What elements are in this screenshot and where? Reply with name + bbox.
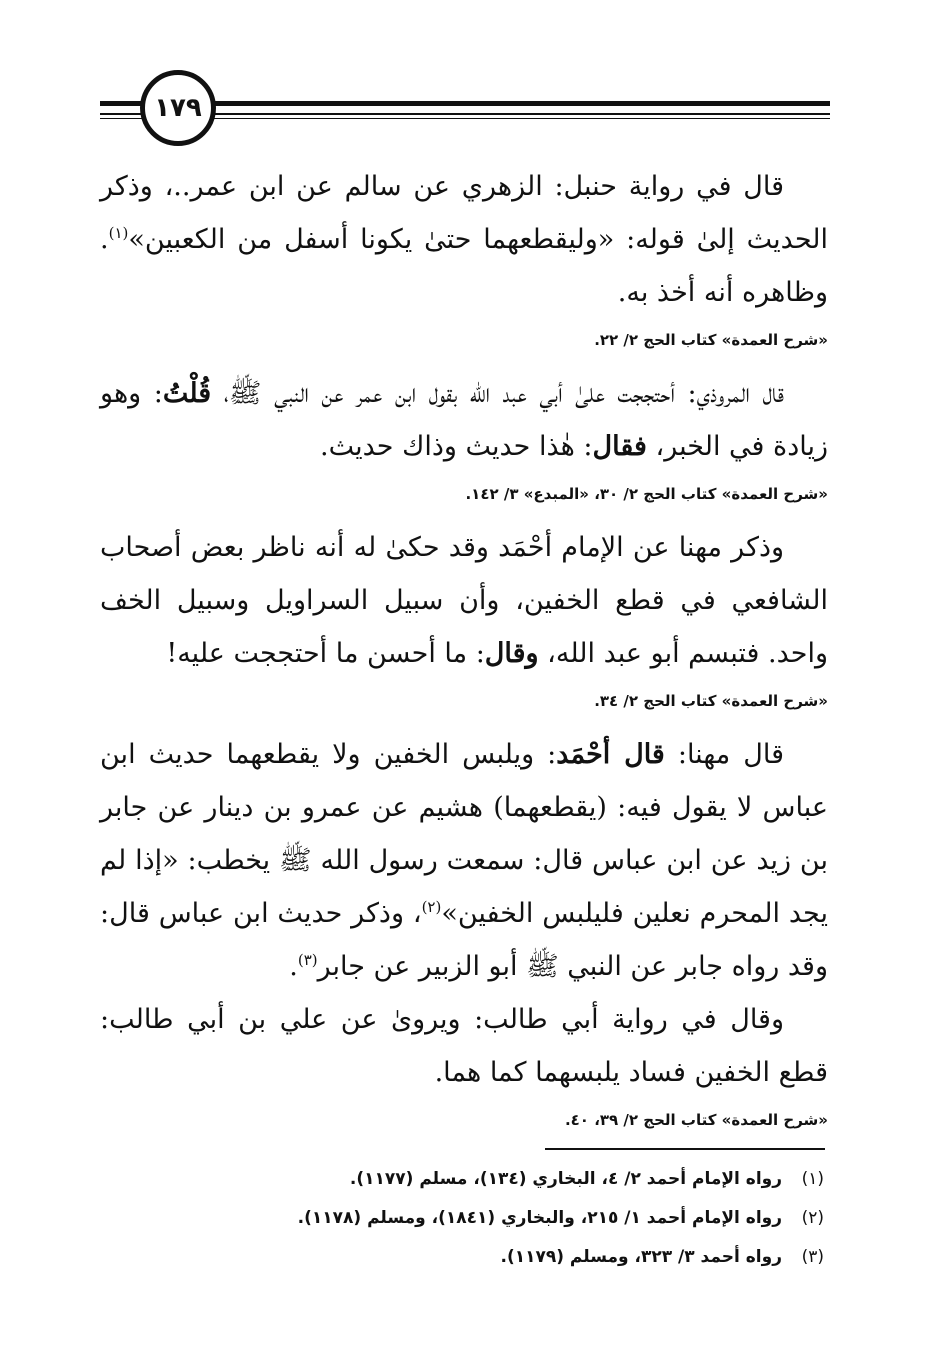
paragraph-2-c: : وهو زيادة في الخبر، — [100, 378, 828, 462]
main-text — [100, 160, 828, 1147]
footnote-text: رواه أحمد ٣/ ٣٢٣، ومسلم (١١٧٩). — [500, 1247, 782, 1267]
paragraph-2 — [100, 367, 828, 473]
paragraph-1 — [100, 160, 828, 319]
footnote-number: (٢) — [801, 1208, 824, 1228]
paragraph-2-d: فقال — [592, 431, 647, 462]
footnote-text: رواه الإمام أحمد ١/ ٢١٥، والبخاري (١٨٤١)، ومسلم (١١٧٨). — [297, 1208, 782, 1228]
paragraph-4-d: ، وذكر حديث ابن عباس قال: وقد رواه جابر عن النبي ﷺ أبو الزبير عن جابر — [100, 898, 828, 982]
paragraph-1-tail: . وظاهره أنه أخذ به. — [100, 224, 828, 308]
paragraph-4-c: : ويلبس الخفين ولا يقطعهما حديث ابن عباس لا يقول فيه: (يقطعهما) هشيم عن عمرو بن دينار عن جابر بن زيد عن ابن عباس قال: سمعت رسول الله ﷺ يخطب: «إذا لم يجد المحرم نعلين فليلبس الخفين» — [100, 739, 828, 929]
footnote-2 — [100, 1199, 824, 1238]
paragraph-2-b: قُلْتُ — [162, 378, 212, 409]
footnote-3 — [100, 1238, 824, 1277]
page-number: ١٧٩ — [140, 70, 216, 146]
paragraph-5: وقال في رواية أبي طالب: ويروىٰ عن علي بن أبي طالب: قطع الخفين فساد يلبسهما كما هما. — [100, 1004, 828, 1088]
footnote-ref-3[interactable]: (٣) — [297, 951, 318, 969]
footnote-number: (١) — [801, 1169, 824, 1189]
footnote-separator — [545, 1148, 825, 1150]
footnote-1 — [100, 1160, 824, 1199]
paragraph-3 — [100, 521, 828, 680]
paragraph-4-a: قال مهنا: — [664, 739, 784, 770]
paragraph-2-a: قال المروذي: أحتججت علىٰ أبي عبد الله بقول ابن عمر عن النبي ﷺ، — [211, 378, 784, 409]
paragraph-3-a: وذكر مهنا عن الإمام أحْمَد وقد حكىٰ له أنه ناظر بعض أصحاب الشافعي في قطع الخفين، وأن سبيل السراويل وسبيل الخف واحد. فتبسم أبو عبد الله، — [100, 532, 828, 669]
paragraph-4 — [100, 728, 828, 993]
source-citation-4: «شرح العمدة» كتاب الحج ٢/ ٣٩، ٤٠. — [564, 1111, 828, 1129]
paragraph-3-c: : ما أحسن ما أحتججت عليه! — [166, 638, 485, 669]
paragraph-1-text: قال في رواية حنبل: الزهري عن سالم عن ابن عمر..، وذكر الحديث إلىٰ قوله: «وليقطعهما حتىٰ يكونا أسفل من الكعبين» — [100, 171, 828, 255]
paragraph-4-b: قال أحْمَد — [556, 739, 665, 770]
footnote-text: رواه الإمام أحمد ٢/ ٤، البخاري (١٣٤)، مسلم (١١٧٧). — [349, 1169, 782, 1189]
source-citation-3: «شرح العمدة» كتاب الحج ٢/ ٣٤. — [594, 692, 828, 710]
footnote-number: (٣) — [801, 1247, 824, 1267]
source-citation-1: «شرح العمدة» كتاب الحج ٢/ ٢٢. — [594, 331, 828, 349]
footnote-ref-1[interactable]: (١) — [108, 224, 129, 242]
footnote-ref-2[interactable]: (٢) — [421, 898, 442, 916]
paragraph-3-b: وقال — [484, 638, 539, 669]
footnotes — [100, 1160, 824, 1277]
source-citation-2: «شرح العمدة» كتاب الحج ٢/ ٣٠، «المبدع» ٣/ ١٤٢. — [465, 485, 828, 503]
paragraph-4-e: . — [289, 951, 298, 982]
paragraph-2-e: : هٰذا حديث وذاك حديث. — [320, 431, 593, 462]
